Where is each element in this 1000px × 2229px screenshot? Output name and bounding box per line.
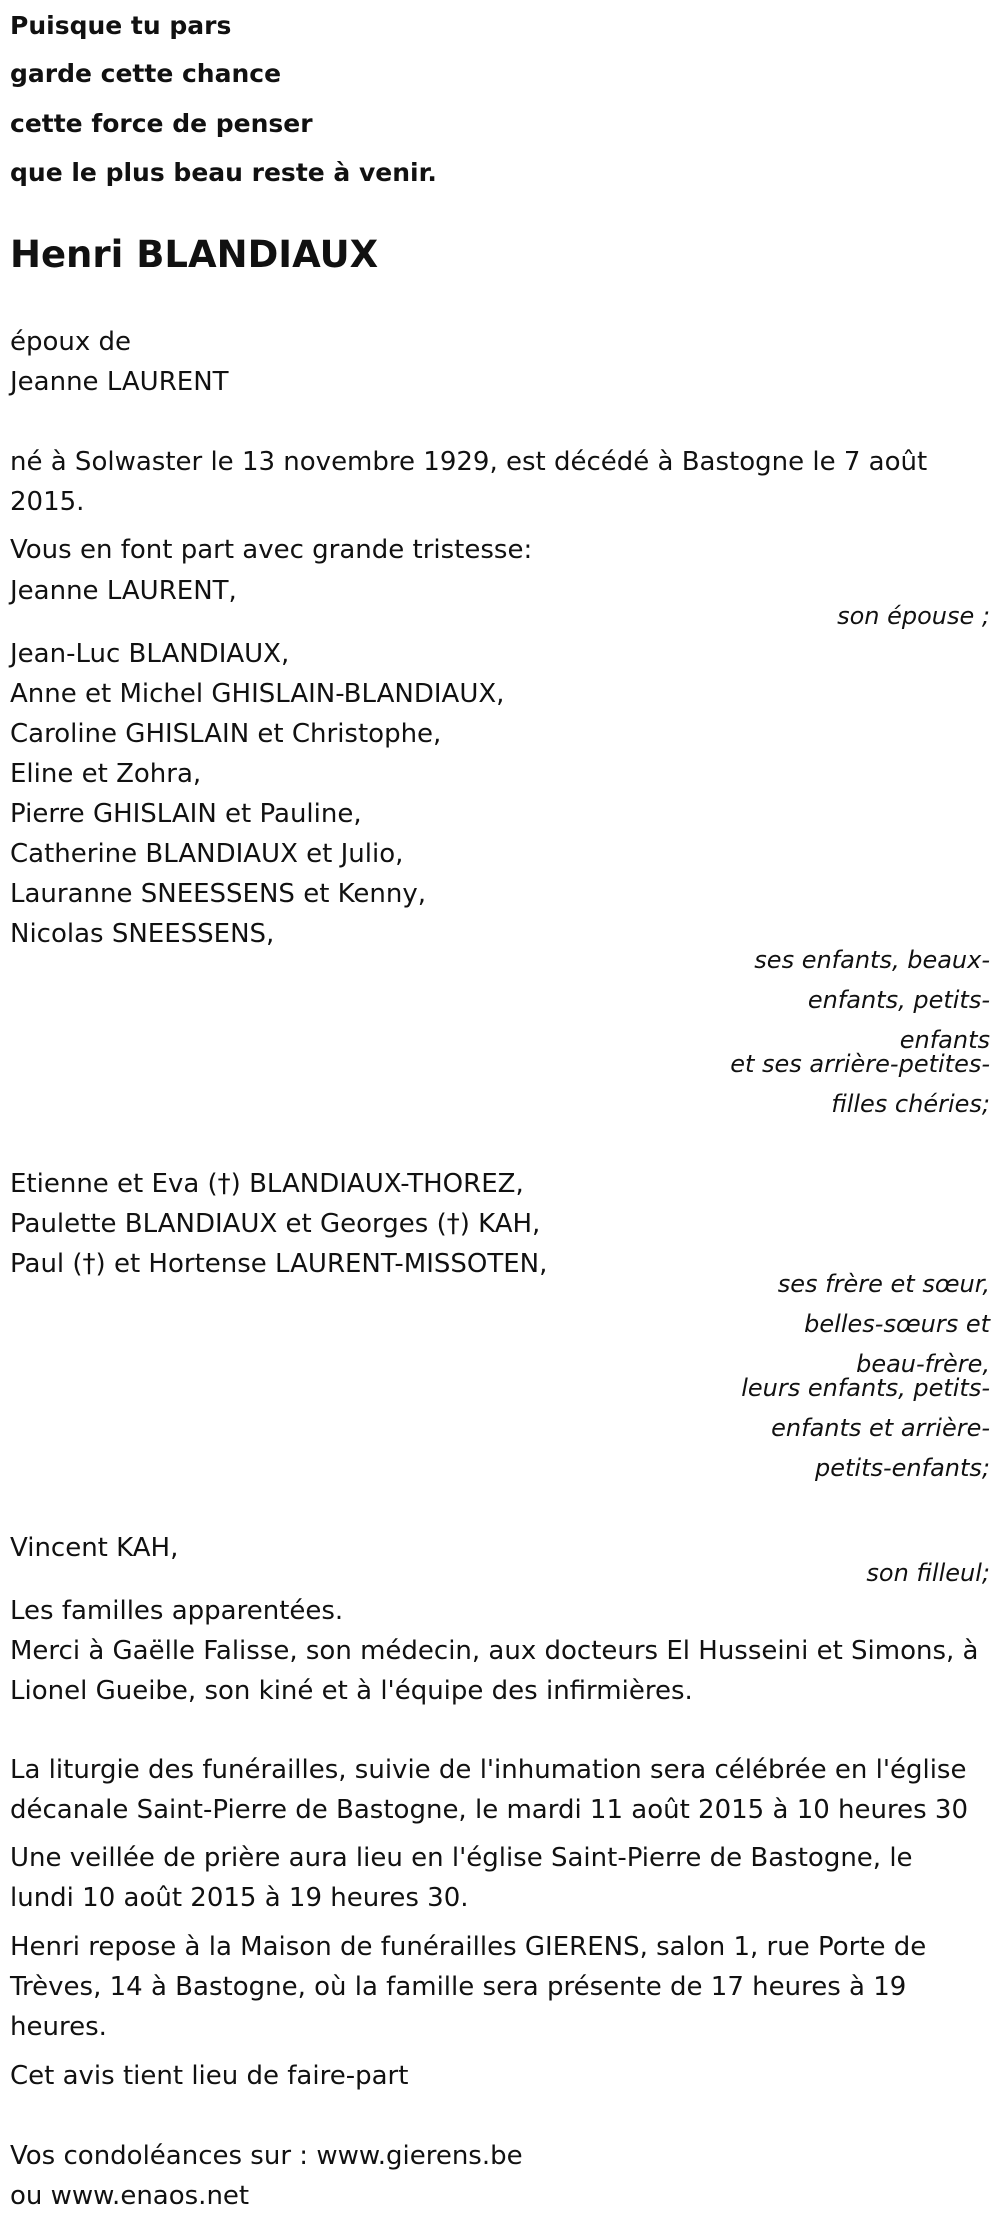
poem-line-2: garde cette chance	[10, 59, 282, 88]
rest-line-3: heures.	[10, 2012, 107, 2042]
child-entry: Eline et Zohra,	[10, 759, 202, 789]
child-entry: Catherine BLANDIAUX et Julio,	[10, 839, 404, 869]
godson-entry: Vincent KAH,	[10, 1533, 179, 1563]
child-entry: Caroline GHISLAIN et Christophe,	[10, 719, 442, 749]
liturgy-line-1: La liturgie des funérailles, suivie de l'inhumation sera célébrée en l'église	[10, 1755, 967, 1785]
relation-children: ses enfants, beaux-enfants, petits-enfants	[754, 946, 990, 1054]
sibling-entry: Etienne et Eva (†) BLANDIAUX-THOREZ,	[10, 1169, 524, 1199]
birth-death-line-1: né à Solwaster le 13 novembre 1929, est décédé à Bastogne le 7 août	[10, 447, 928, 477]
relation-godson: son filleul;	[866, 1559, 990, 1587]
thanks-line-1: Merci à Gaëlle Falisse, son médecin, aux docteurs El Husseini et Simons, à	[10, 1636, 979, 1666]
child-entry: Pierre GHISLAIN et Pauline,	[10, 799, 362, 829]
relation-siblings: ses frère et sœur, belles-sœurs et beau-frère,	[777, 1270, 990, 1378]
relation-spouse: son épouse ;	[837, 602, 990, 630]
notice-line: Cet avis tient lieu de faire-part	[10, 2061, 409, 2091]
poem-line-3: cette force de penser	[10, 109, 313, 138]
poem-line-4: que le plus beau reste à venir.	[10, 158, 437, 187]
vigil-line-1: Une veillée de prière aura lieu en l'église Saint-Pierre de Bastogne, le	[10, 1843, 913, 1873]
child-entry: Anne et Michel GHISLAIN-BLANDIAUX,	[10, 679, 505, 709]
relation-siblings-children: leurs enfants, petits-enfants et arrière-petits-enfants;	[741, 1374, 990, 1482]
child-entry: Lauranne SNEESSENS et Kenny,	[10, 879, 427, 909]
families-line: Les familles apparentées.	[10, 1596, 344, 1626]
condolences-line-2: ou www.enaos.net	[10, 2181, 250, 2211]
spouse-entry: Jeanne LAURENT,	[10, 576, 237, 606]
vigil-line-2: lundi 10 août 2015 à 19 heures 30.	[10, 1883, 469, 1913]
spouse-label: époux de	[10, 327, 132, 357]
spouse-name: Jeanne LAURENT	[10, 367, 229, 397]
poem-line-1: Puisque tu pars	[10, 11, 232, 40]
relation-great-grandchildren: et ses arrière-petites-filles chéries;	[730, 1050, 990, 1118]
sibling-entry: Paul (†) et Hortense LAURENT-MISSOTEN,	[10, 1249, 548, 1279]
announcement: Vous en font part avec grande tristesse:	[10, 535, 533, 565]
liturgy-line-2: décanale Saint-Pierre de Bastogne, le mardi 11 août 2015 à 10 heures 30	[10, 1795, 969, 1825]
thanks-line-2: Lionel Gueibe, son kiné et à l'équipe des infirmières.	[10, 1676, 693, 1706]
birth-death-line-2: 2015.	[10, 487, 85, 517]
sibling-entry: Paulette BLANDIAUX et Georges (†) KAH,	[10, 1209, 541, 1239]
condolences-line-1: Vos condoléances sur : www.gierens.be	[10, 2141, 523, 2171]
child-entry: Nicolas SNEESSENS,	[10, 919, 275, 949]
rest-line-1: Henri repose à la Maison de funérailles GIERENS, salon 1, rue Porte de	[10, 1932, 927, 1962]
rest-line-2: Trèves, 14 à Bastogne, où la famille sera présente de 17 heures à 19	[10, 1972, 907, 2002]
child-entry: Jean-Luc BLANDIAUX,	[10, 639, 290, 669]
deceased-name: Henri BLANDIAUX	[10, 233, 379, 276]
